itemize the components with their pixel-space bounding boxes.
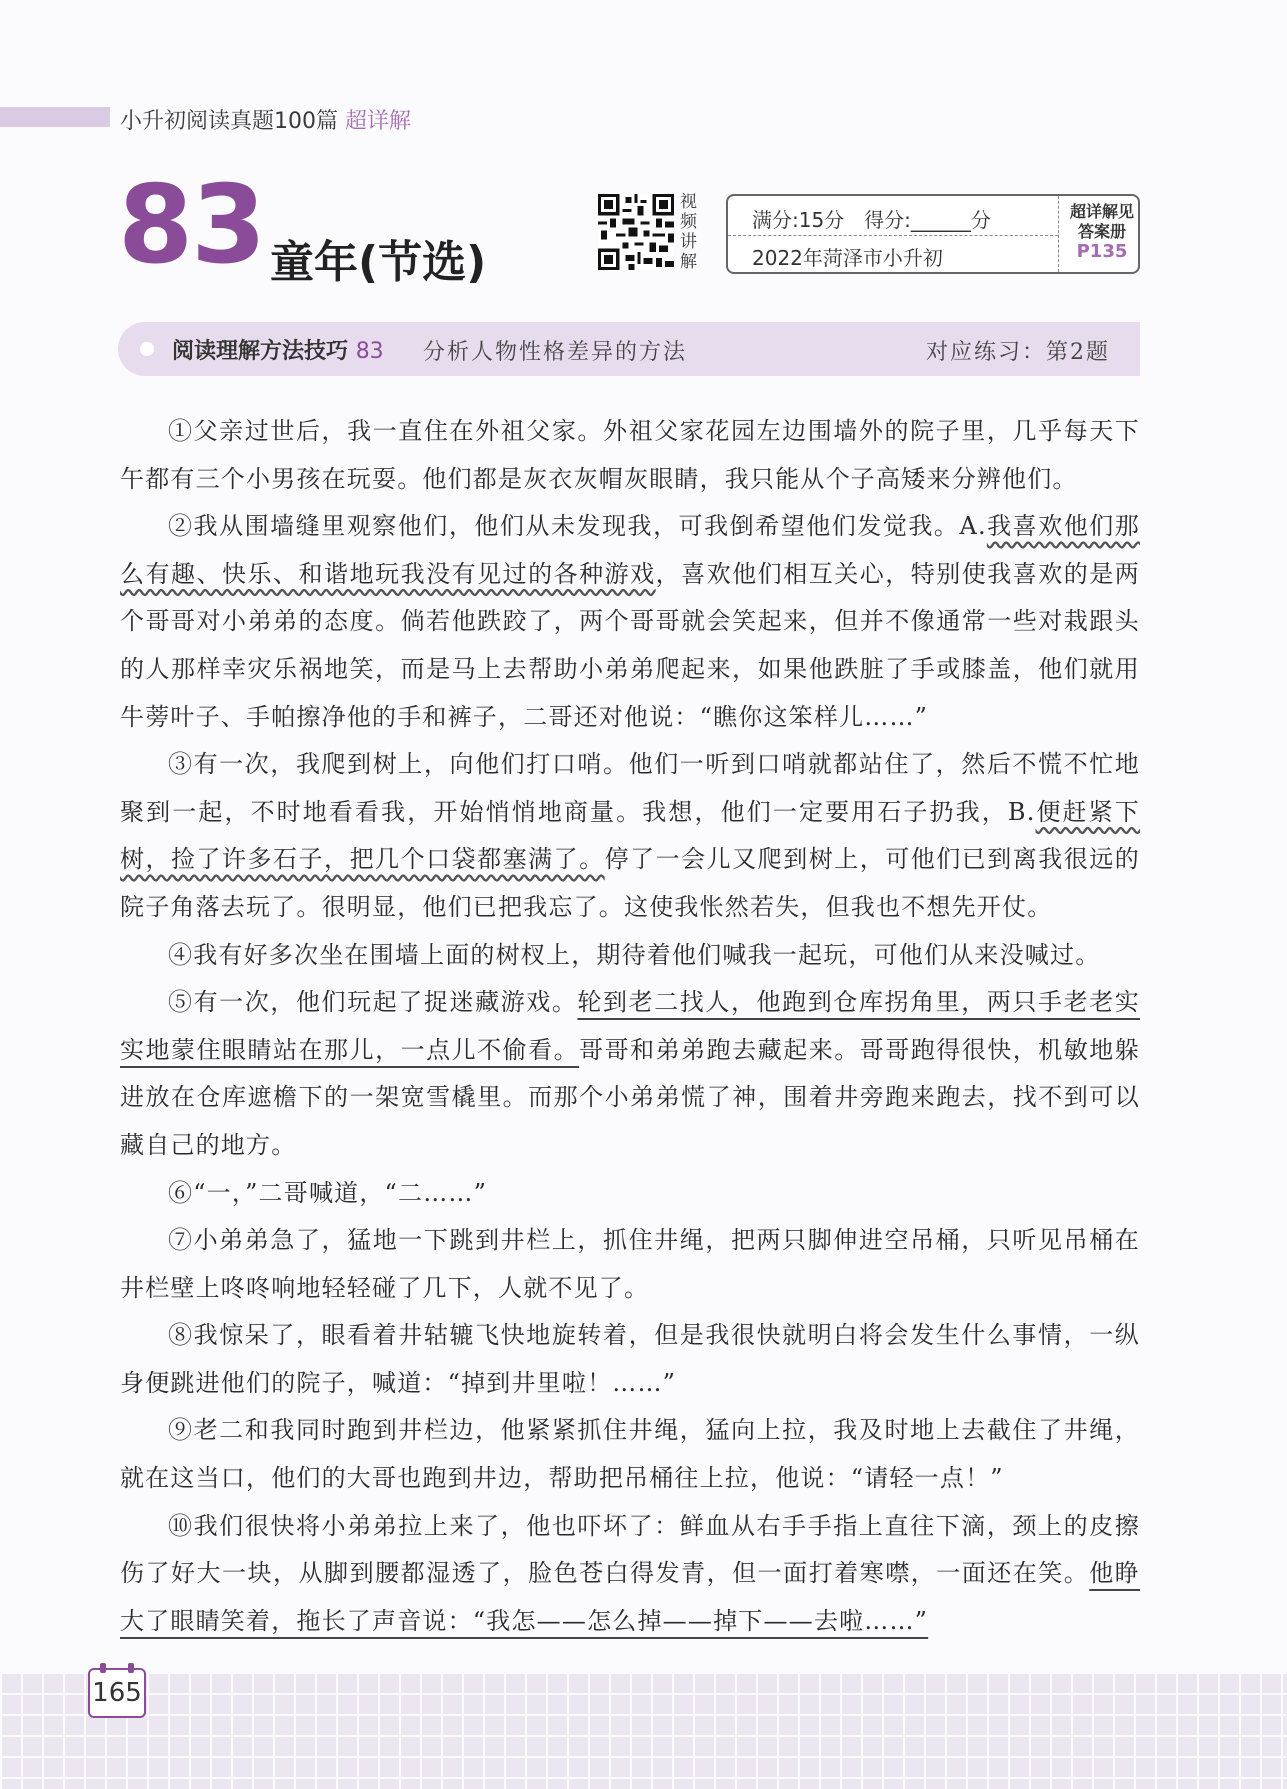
paragraph-9: ⑨老二和我同时跑到井栏边，他紧紧抓住井绳，猛向上拉，我及时地上去截住了井绳，就在这当口，他们的大哥也跑到井边，帮助把吊桶往上拉，他说：“请轻一点！” <box>120 1416 1140 1493</box>
text-segment: ⑤有一次，他们玩起了捉迷藏游戏。 <box>168 988 578 1017</box>
paragraph-10 <box>120 1503 1140 1646</box>
wavy-underlined-sentence-b: 便赶紧下树，捡了许多石子，把几个口袋都塞满了。 <box>120 797 1140 874</box>
footer-grid <box>0 1672 1287 1789</box>
running-header <box>120 104 411 135</box>
text-segment: ②我从围墙缝里观察他们，他们从未发现我，可我倒希望他们发觉我。A. <box>168 512 987 541</box>
page-number-badge <box>88 1668 146 1718</box>
bullet-icon <box>140 342 154 356</box>
text-segment: 哥哥和弟弟跑去藏起来。哥哥跑得很快，机敏地躲进放在仓库遮檐下的一架宽雪橇里。而那个小弟弟慌了神，围着井旁跑来跑去，找不到可以藏自己的地方。 <box>120 1035 1140 1159</box>
lesson-title: 童年(节选) <box>270 237 487 288</box>
text-segment: ，喜欢他们相互关心，特别使我喜欢的是两个哥哥对小弟弟的态度。倘若他跌跤了，两个哥哥就会笑起来，但并不像通常一些对栽跟头的人那样幸灾乐祸地笑，而是马上去帮助小弟弟爬起来，如果他跌脏了手或膝盖，他们就用牛蒡叶子、手帕擦净他的手和裤子，二哥还对他说：“瞧你这笨样儿……” <box>120 559 1140 731</box>
score-box <box>726 194 1140 274</box>
qr-code-icon[interactable] <box>598 194 674 270</box>
header-band <box>0 107 110 127</box>
text-segment: 停了一会儿又爬到树上，可他们已到离我很远的院子角落去玩了。很明显，他们已把我忘了。这使我怅然若失，但我也不想先开仗。 <box>120 845 1140 921</box>
running-header-title: 小升初阅读真题100篇 <box>120 109 345 134</box>
underlined-sentence: 轮到老二找人，他跑到仓库拐角里，两只手老老实实地蒙住眼睛站在那儿，一点儿不偷看。 <box>120 988 1140 1064</box>
paragraph-1: ①父亲过世后，我一直住在外祖父家。外祖父家花园左边围墙外的院子里，几乎每天下午都有三个小男孩在玩耍。他们都是灰衣灰帽灰眼睛，我只能从个子高矮来分辨他们。 <box>120 417 1140 493</box>
wavy-underlined-sentence-a: 我喜欢他们那么有趣、快乐、和谐地玩我没有见过的各种游戏 <box>120 512 1140 588</box>
answer-label: 超详解见答案册 <box>1069 202 1134 241</box>
exam-source: 2022年菏泽市小升初 <box>752 246 943 270</box>
method-label <box>172 334 384 365</box>
paragraph-7: ⑦小弟弟急了，猛地一下跳到井栏上，抓住井绳，把两只脚伸进空吊桶，只听见吊桶在井栏壁上咚咚响地轻轻碰了几下，人就不见了。 <box>120 1226 1140 1302</box>
paragraph-6: ⑥“一，”二哥喊道，“二……” <box>168 1178 488 1207</box>
paragraph-8: ⑧我惊呆了，眼看着井轱辘飞快地旋转着，但是我很快就明白将会发生什么事情，一纵身便跳进他们的院子，喊道：“掉到井里啦！……” <box>120 1321 1140 1397</box>
text-segment: ③有一次，我爬到树上，向他们打口哨。他们一听到口哨就都站住了，然后不慌不忙地聚到一起，不时地看看我，开始悄悄地商量。我想，他们一定要用石子扔我，B. <box>120 750 1140 826</box>
paragraph-4: ④我有好多次坐在围墙上面的树杈上，期待着他们喊我一起玩，可他们从来没喊过。 <box>168 940 1101 969</box>
method-label-text: 阅读理解方法技巧 <box>172 339 349 364</box>
paragraph-3 <box>120 741 1140 931</box>
divider <box>1058 196 1059 272</box>
article-body <box>120 408 1140 1645</box>
lesson-number: 83 <box>118 163 265 288</box>
page-number: 165 <box>92 1678 142 1708</box>
underlined-sentence: 他睁大了眼睛笑着，拖长了声音说：“我怎——怎么掉——掉下——去啦……” <box>120 1559 1140 1635</box>
divider <box>728 235 1058 236</box>
score-line: 满分:15分 得分:______分 <box>752 208 991 232</box>
text-segment: ⑩我们很快将小弟弟拉上来了，他也吓坏了：鲜血从右手手指上直往下滴，颈上的皮擦伤了好大一块，从脚到腰都湿透了，脸色苍白得发青，但一面打着寒噤，一面还在笑。 <box>120 1511 1140 1588</box>
method-number: 83 <box>355 339 384 364</box>
method-banner <box>118 322 1140 376</box>
answer-page: P135 <box>1076 241 1128 262</box>
paragraph-5 <box>120 979 1140 1169</box>
paragraph-2 <box>120 503 1140 741</box>
answer-reference <box>1064 202 1140 262</box>
running-header-accent: 超详解 <box>345 109 412 134</box>
qr-label: 视频讲解 <box>680 192 697 272</box>
method-name: 分析人物性格差异的方法 <box>423 340 688 365</box>
practice-reference: 对应练习：第2题 <box>926 340 1110 365</box>
